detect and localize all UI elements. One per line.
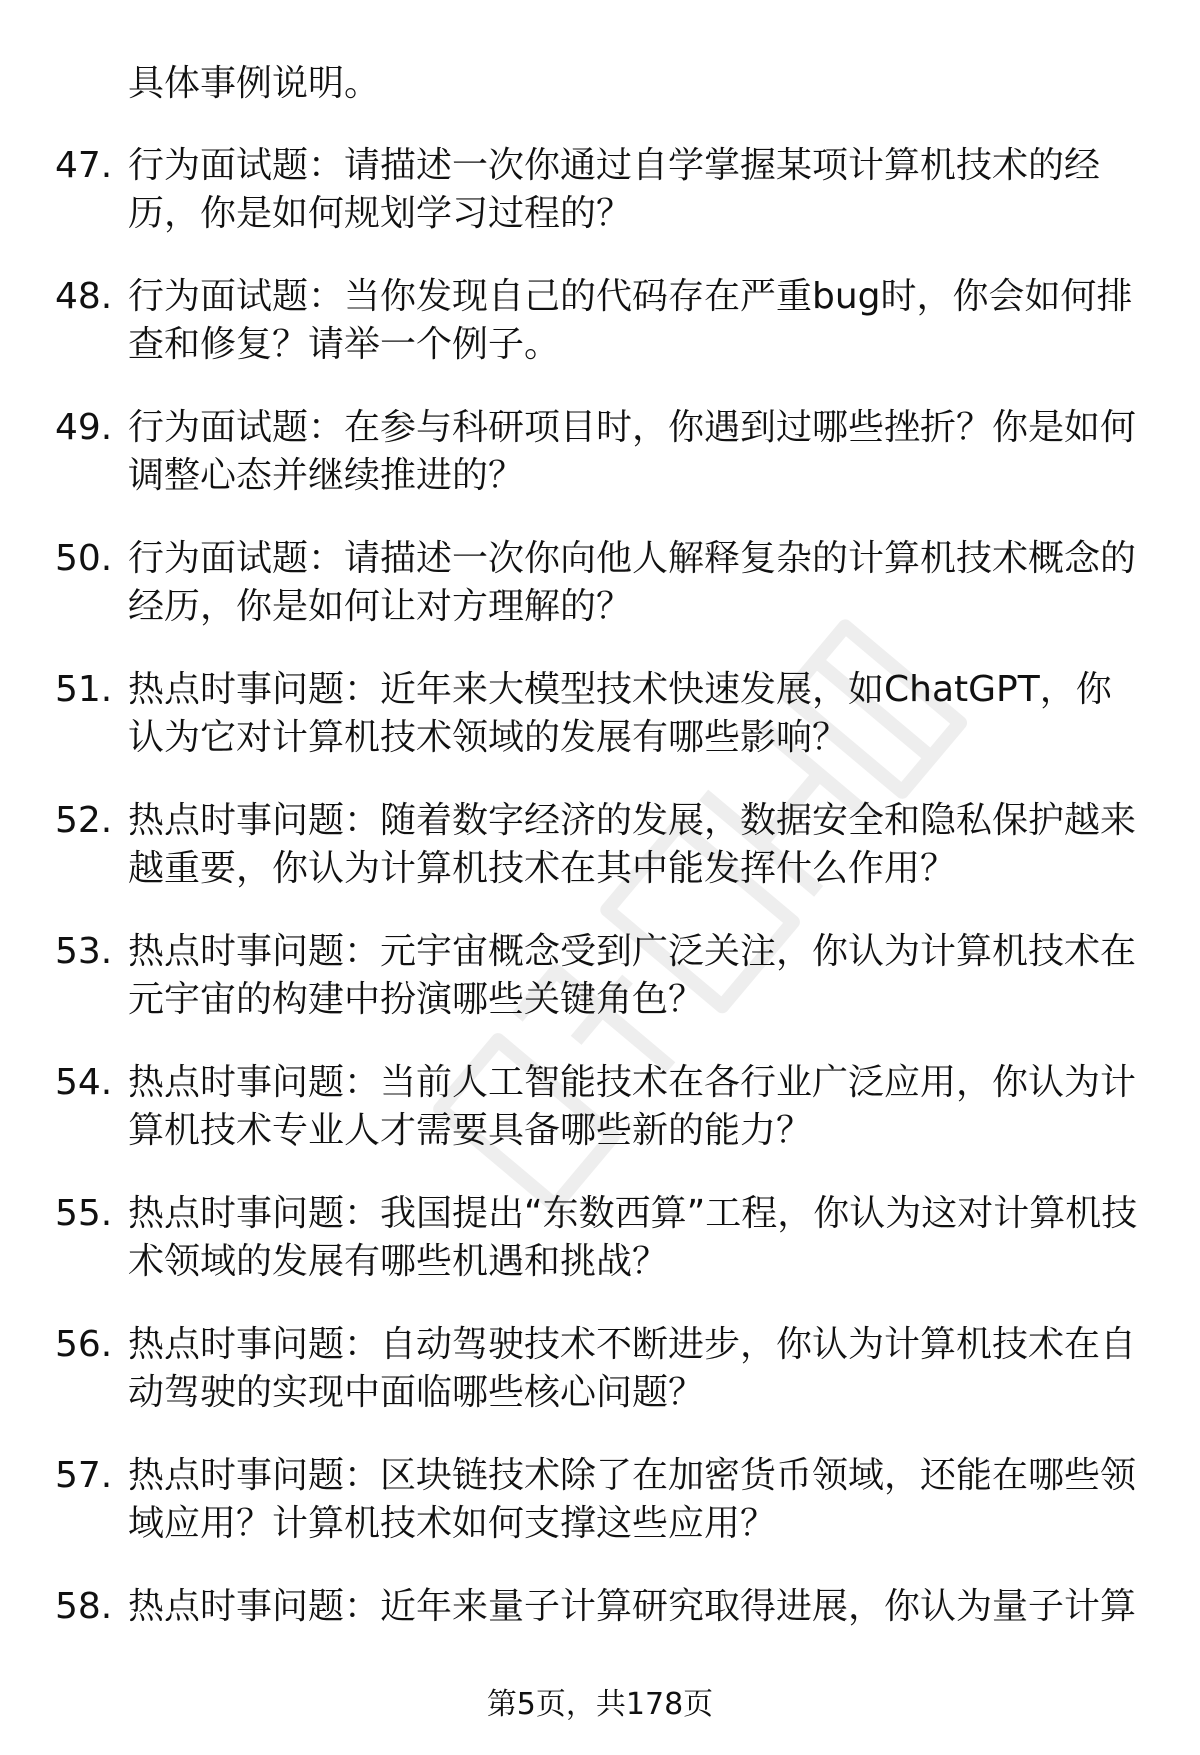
- item-text: 行为面试题：请描述一次你通过自学掌握某项计算机技术的经历，你是如何规划学习过程的？: [128, 145, 1101, 234]
- list-item: [0, 797, 1200, 928]
- item-text: 热点时事问题：元宇宙概念受到广泛关注，你认为计算机技术在元宇宙的构建中扮演哪些关键角色？: [128, 931, 1137, 1020]
- item-text: 热点时事问题：随着数字经济的发展，数据安全和隐私保护越来越重要，你认为计算机技术在其中能发挥什么作用？: [128, 800, 1137, 889]
- list-item: [0, 1452, 1200, 1583]
- item-text: 热点时事问题：近年来量子计算研究取得进展，你认为量子计算: [128, 1586, 1137, 1627]
- list-item: [0, 1190, 1200, 1321]
- item-text: 热点时事问题：自动驾驶技术不断进步，你认为计算机技术在自动驾驶的实现中面临哪些核心问题？: [128, 1324, 1137, 1413]
- list-item: [0, 404, 1200, 535]
- list-item: [0, 273, 1200, 404]
- page-footer: 第5页，共178页: [486, 1687, 714, 1722]
- item-number: 50.: [55, 538, 113, 579]
- item-text: 行为面试题：在参与科研项目时，你遇到过哪些挫折？你是如何调整心态并继续推进的？: [128, 407, 1137, 496]
- list-item: [0, 928, 1200, 1059]
- item-number: 56.: [55, 1324, 113, 1365]
- list-item: [0, 1059, 1200, 1190]
- item-number: 47.: [55, 145, 113, 186]
- item-text: 热点时事问题：当前人工智能技术在各行业广泛应用，你认为计算机技术专业人才需要具备哪些新的能力？: [128, 1062, 1137, 1151]
- list-item: [0, 535, 1200, 666]
- item-number: 48.: [55, 276, 113, 317]
- item-number: 54.: [55, 1062, 113, 1103]
- item-number: 52.: [55, 800, 113, 841]
- item-text: 热点时事问题：近年来大模型技术快速发展，如ChatGPT，你认为它对计算机技术领域的发展有哪些影响？: [128, 669, 1112, 758]
- continuation-text: 具体事例说明。: [128, 63, 381, 104]
- item-number: 58.: [55, 1586, 113, 1627]
- item-text: 热点时事问题：区块链技术除了在加密货币领域，还能在哪些领域应用？计算机技术如何支撑这些应用？: [128, 1455, 1137, 1544]
- item-number: 53.: [55, 931, 113, 972]
- item-number: 51.: [55, 669, 113, 710]
- question-list: [0, 142, 1200, 1714]
- list-item: [0, 666, 1200, 797]
- list-item: [0, 1321, 1200, 1452]
- list-item: [0, 142, 1200, 273]
- item-text: 行为面试题：当你发现自己的代码存在严重bug时，你会如何排查和修复？请举一个例子。: [128, 276, 1133, 365]
- item-text: 行为面试题：请描述一次你向他人解释复杂的计算机技术概念的经历，你是如何让对方理解的？: [128, 538, 1137, 627]
- item-text: 热点时事问题：我国提出“东数西算”工程，你认为这对计算机技术领域的发展有哪些机遇和挑战？: [128, 1193, 1138, 1282]
- item-number: 55.: [55, 1193, 113, 1234]
- item-number: 49.: [55, 407, 113, 448]
- item-number: 57.: [55, 1455, 113, 1496]
